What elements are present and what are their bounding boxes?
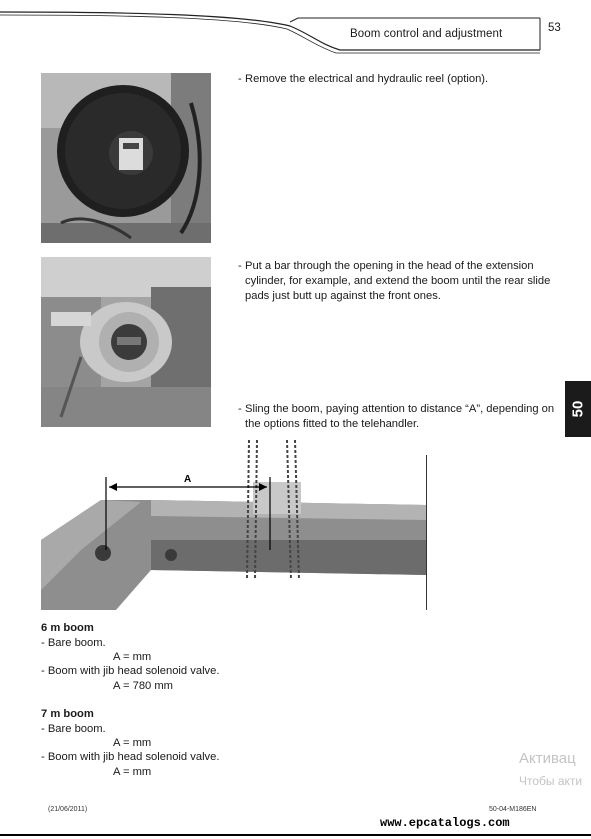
footer-website-link[interactable]: www.epcatalogs.com [380, 816, 510, 830]
spec-bare-boom: - Bare boom. [41, 637, 106, 649]
step-extend-boom [238, 259, 556, 304]
spec-jib-value: A = mm [113, 766, 152, 778]
page-number: 53 [548, 22, 561, 34]
slung-boom-photo [41, 440, 427, 610]
spec-bare-value: A = mm [113, 737, 152, 749]
section-tab-label: 50 [569, 400, 587, 418]
spec-heading: 7 m boom [41, 708, 94, 720]
dimension-a-label: A [184, 474, 192, 485]
page-header-title: Boom control and adjustment [350, 28, 503, 40]
spec-jib-boom: - Boom with jib head solenoid valve. [41, 751, 220, 763]
header-swoosh [0, 0, 591, 60]
extension-cylinder-photo [41, 257, 211, 427]
spec-jib-value: A = 780 mm [113, 680, 174, 692]
footer-date: (21/06/2011) [48, 806, 88, 813]
spec-heading: 6 m boom [41, 622, 94, 634]
step-dash: - [238, 403, 242, 415]
bottom-rule [0, 834, 591, 836]
step-sling-boom [238, 402, 556, 432]
step-text: Remove the electrical and hydraulic reel (option). [245, 73, 489, 85]
reel-photo [41, 73, 211, 243]
spec-jib-boom: - Boom with jib head solenoid valve. [41, 665, 220, 677]
step-text: Put a bar through the opening in the head of the extension cylinder, for example, and extend the boom until the rear slide pads just butt up against the front ones. [245, 260, 551, 302]
step-text: Sling the boom, paying attention to distance “A”, depending on the options fitted to the telehandler. [245, 403, 555, 430]
spec-bare-boom: - Bare boom. [41, 723, 106, 735]
step-remove-reel [238, 72, 558, 87]
activation-watermark-title: Активац [519, 750, 576, 767]
footer-document-ref: 50-04-M186EN [489, 806, 537, 813]
section-tab [565, 381, 591, 437]
step-dash: - [238, 73, 242, 85]
activation-watermark-subtitle: Чтобы акти [519, 774, 583, 788]
spec-bare-value: A = mm [113, 651, 152, 663]
step-dash: - [238, 260, 242, 272]
